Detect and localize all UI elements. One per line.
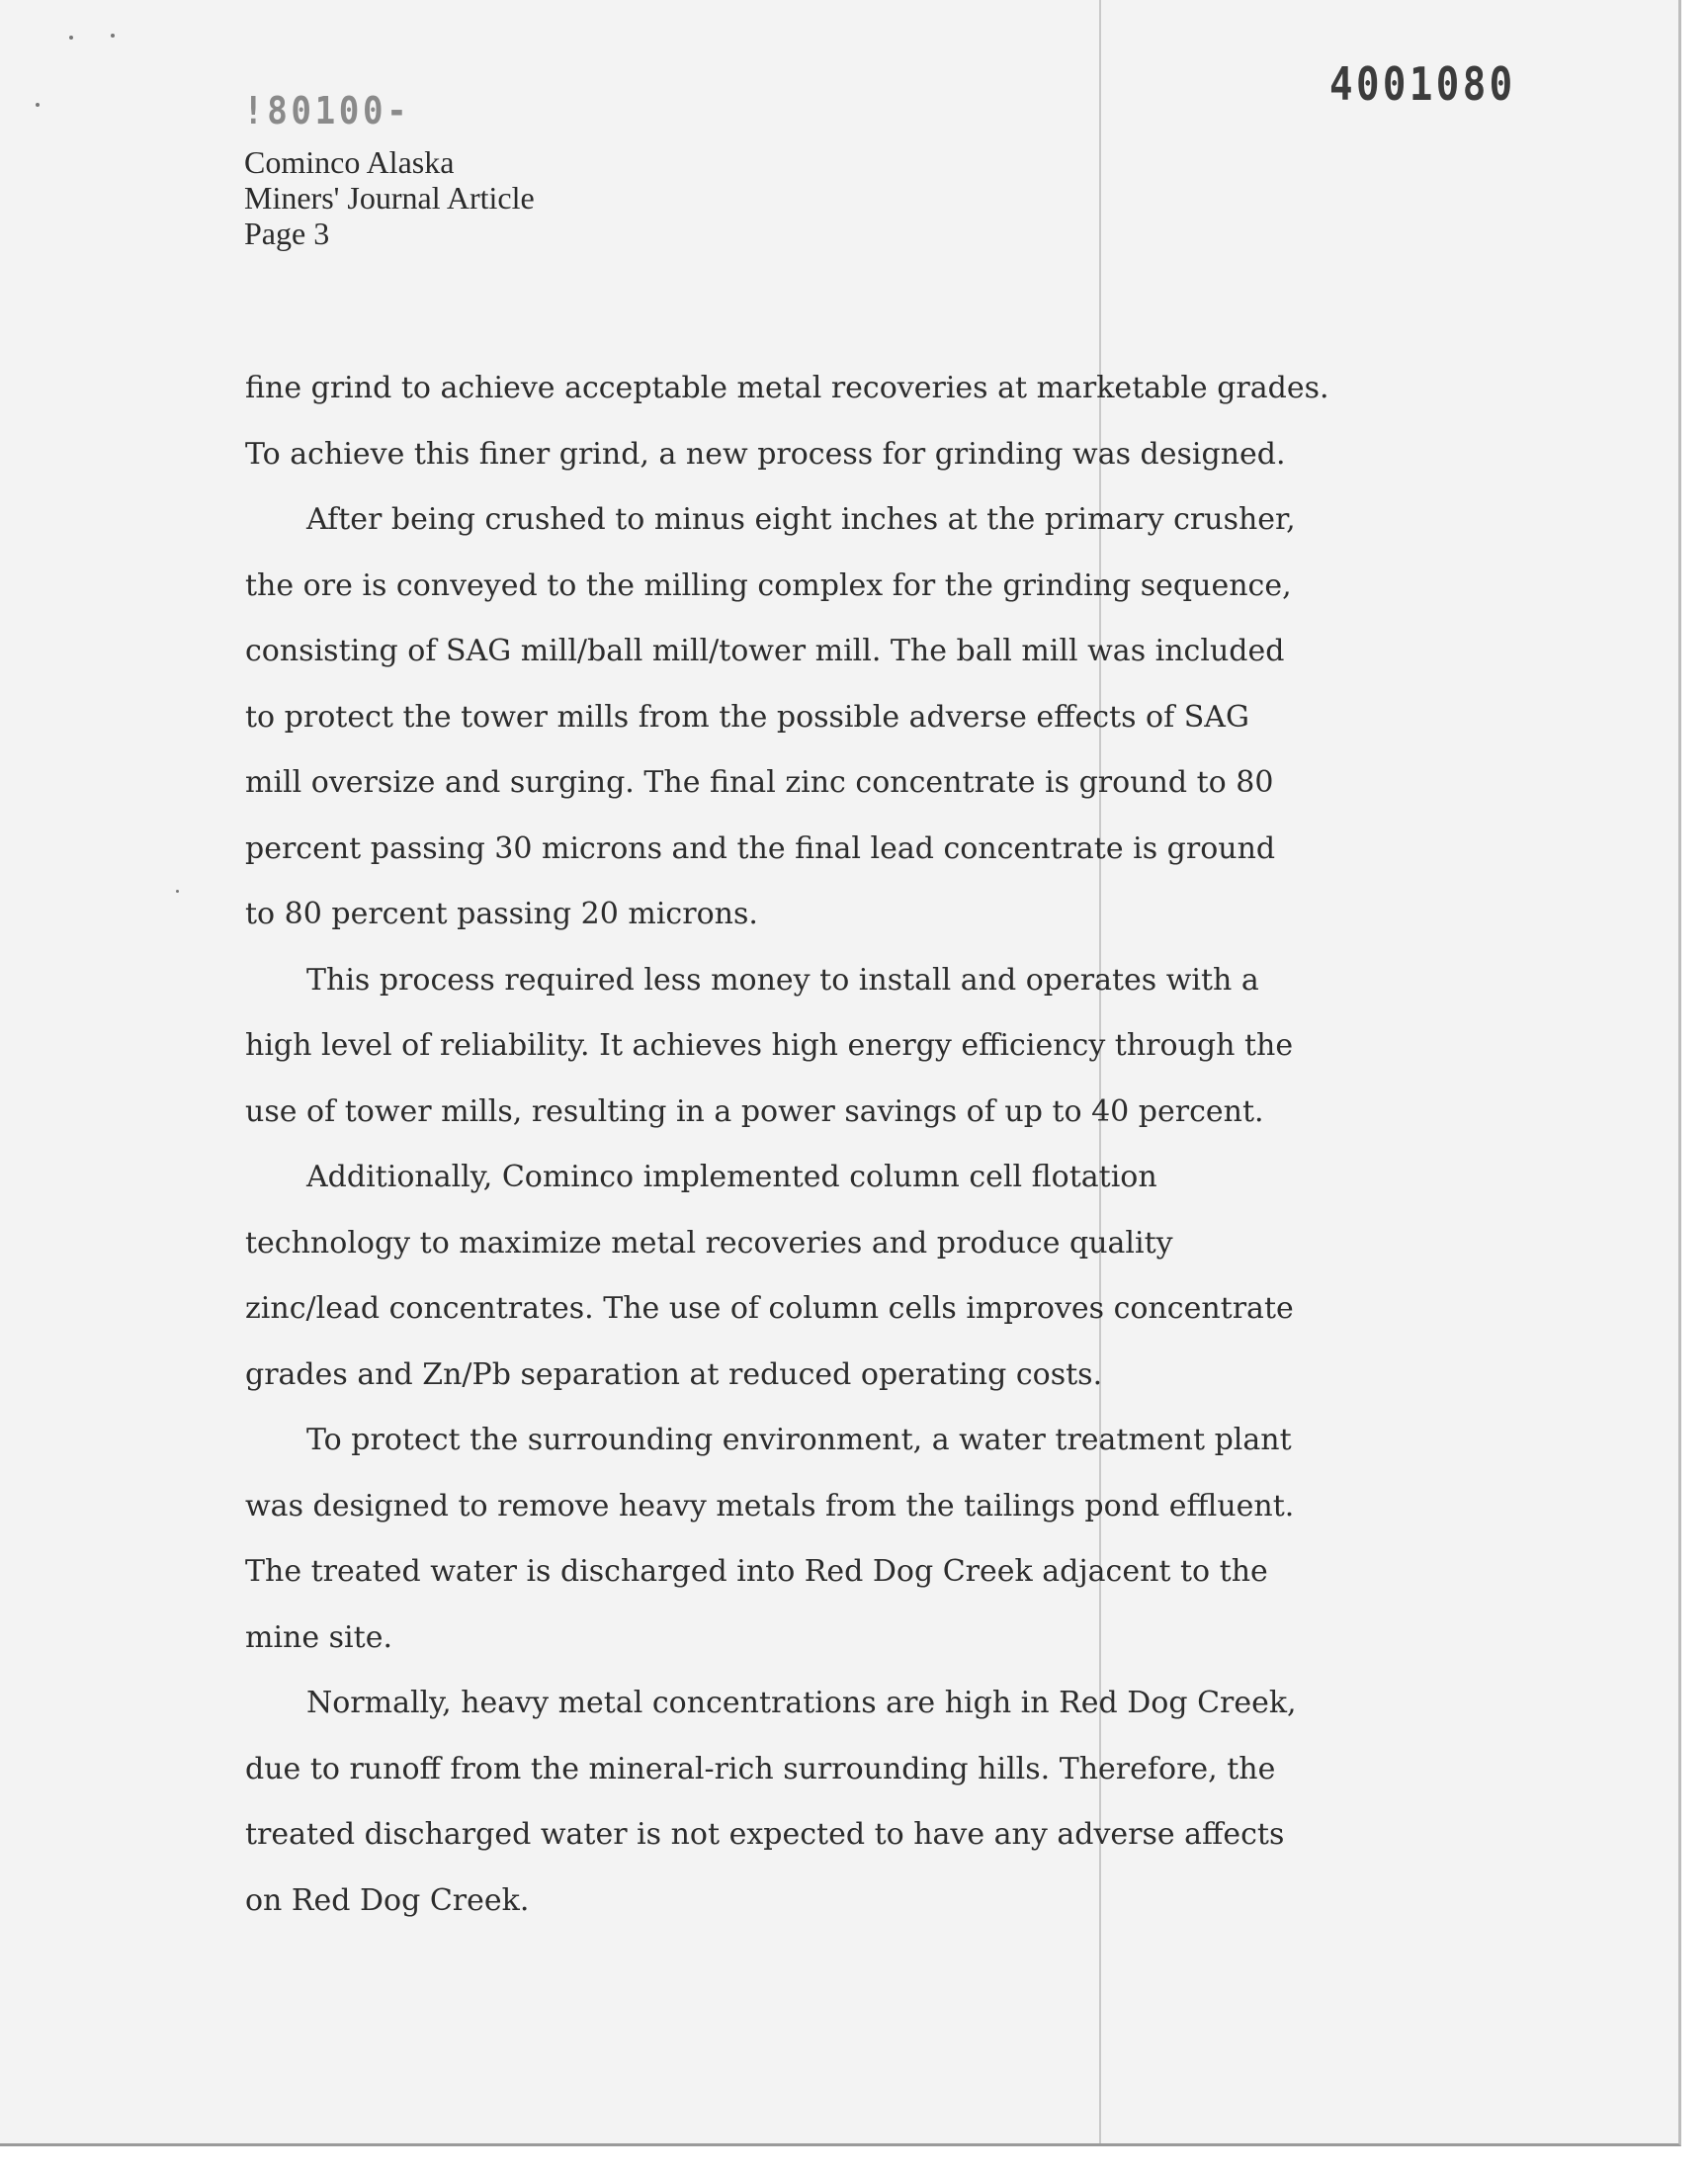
body-line: treated discharged water is not expected to have any adverse affects — [245, 1817, 1285, 1852]
body-line: technology to maximize metal recoveries and produce quality — [245, 1225, 1173, 1261]
document-number-stamp: 4001080 — [1329, 57, 1516, 111]
body-line: on Red Dog Creek. — [245, 1882, 530, 1918]
body-line: grades and Zn/Pb separation at reduced operating costs. — [245, 1356, 1103, 1392]
paragraph-start-line: Additionally, Cominco implemented column cell flotation — [306, 1160, 1157, 1194]
scan-speck — [69, 36, 73, 40]
article-body — [245, 356, 1461, 1934]
body-line: zinc/lead concentrates. The use of column cells improves concentrate — [245, 1291, 1294, 1326]
body-line: fine grind to achieve acceptable metal recoveries at marketable grades. — [245, 371, 1329, 405]
body-line: the ore is conveyed to the milling complex for the grinding sequence, — [245, 567, 1292, 603]
paragraph-start-line: Normally, heavy metal concentrations are high in Red Dog Creek, — [306, 1686, 1297, 1720]
scan-speck — [36, 103, 40, 107]
body-line: use of tower mills, resulting in a power savings of up to 40 percent. — [245, 1093, 1264, 1129]
scan-speck — [176, 890, 179, 893]
header-company: Cominco Alaska — [244, 144, 455, 180]
header-article-title: Miners' Journal Article — [244, 180, 535, 216]
body-line: mill oversize and surging. The final zinc concentrate is ground to 80 — [245, 765, 1274, 800]
document-number-stamp-faded: !80100- — [243, 89, 411, 132]
page-header — [244, 144, 535, 251]
paragraph-start-line: This process required less money to install and operates with a — [306, 962, 1259, 998]
header-page-number: Page 3 — [244, 216, 330, 251]
body-line: mine site. — [245, 1619, 392, 1655]
scan-speck — [111, 34, 115, 38]
body-line: to 80 percent passing 20 microns. — [245, 897, 758, 931]
body-line: due to runoff from the mineral-rich surrounding hills. Therefore, the — [245, 1751, 1276, 1786]
body-line: consisting of SAG mill/ball mill/tower mill. The ball mill was included — [245, 634, 1285, 668]
paragraph-start-line: After being crushed to minus eight inches at the primary crusher, — [306, 502, 1296, 537]
body-line: to protect the tower mills from the possible adverse effects of SAG — [245, 699, 1249, 735]
body-line: The treated water is discharged into Red Dog Creek adjacent to the — [245, 1554, 1268, 1589]
paragraph-start-line: To protect the surrounding environment, a water treatment plant — [306, 1423, 1292, 1457]
scan-margin — [0, 2147, 1708, 2175]
body-line: high level of reliability. It achieves high energy efficiency through the — [245, 1028, 1294, 1063]
body-line: percent passing 30 microns and the final lead concentrate is ground — [245, 830, 1276, 866]
body-line: was designed to remove heavy metals from the tailings pond effluent. — [245, 1488, 1295, 1523]
body-line: To achieve this finer grind, a new process for grinding was designed. — [245, 436, 1286, 472]
